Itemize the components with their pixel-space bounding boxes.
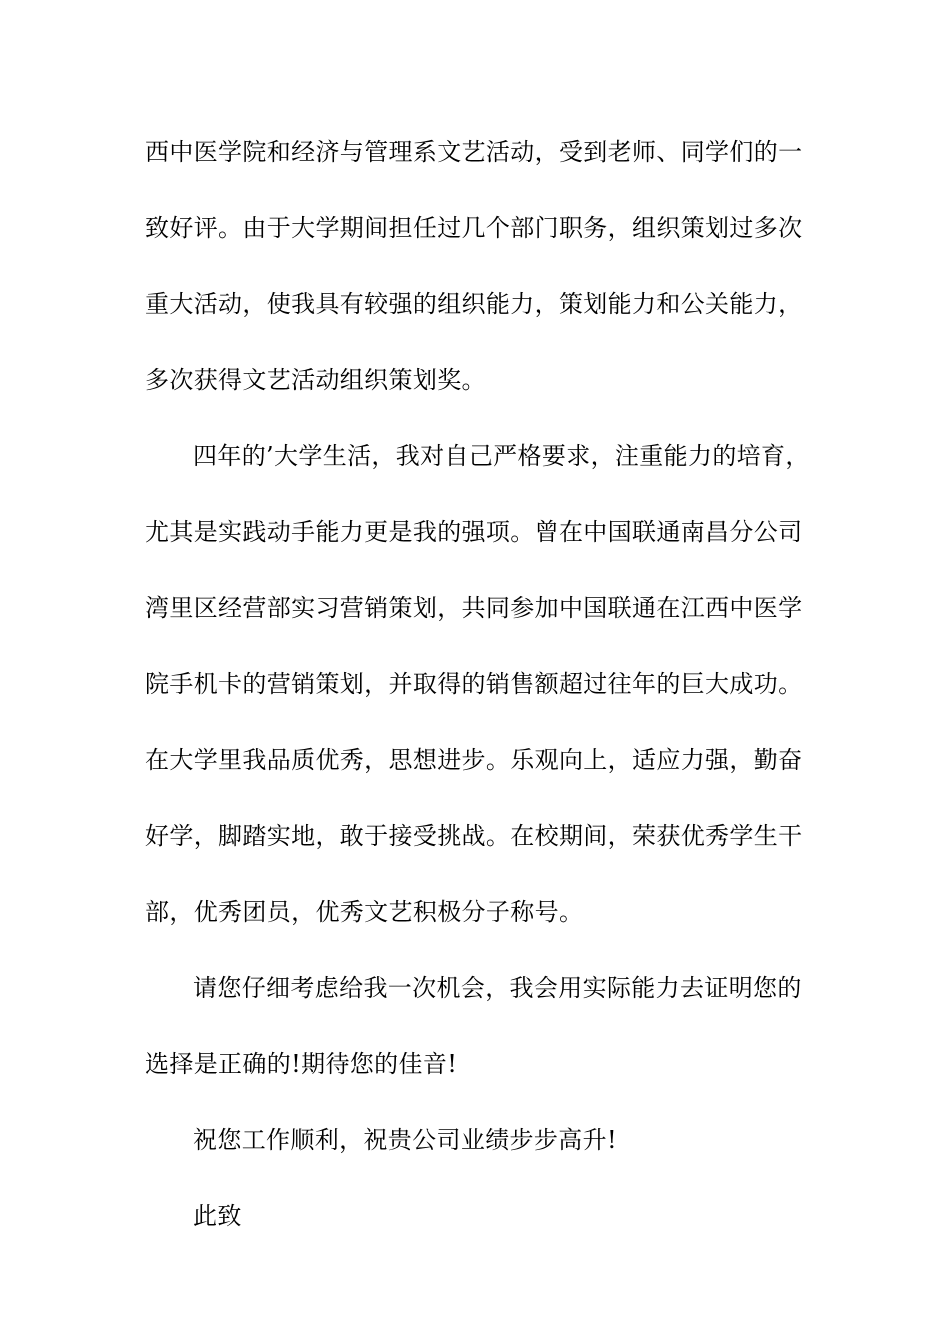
text-line: 祝您工作顺利，祝贵公司业绩步步高升!: [193, 1126, 617, 1154]
text-line: 选择是正确的!期待您的佳音!: [145, 1050, 458, 1078]
text-line: 在大学里我品质优秀，思想进步。乐观向上，适应力强，勤奋: [145, 746, 803, 774]
text-line: 此致: [193, 1202, 242, 1230]
text-line: 好学，脚踏实地，敢于接受挑战。在校期间，荣获优秀学生干: [145, 822, 803, 850]
text-line: 重大活动，使我具有较强的组织能力，策划能力和公关能力，: [145, 290, 803, 318]
text-line: 西中医学院和经济与管理系文艺活动，受到老师、同学们的一: [145, 138, 803, 166]
text-line: 请您仔细考虑给我一次机会，我会用实际能力去证明您的: [193, 974, 802, 1002]
text-line: 致好评。由于大学期间担任过几个部门职务，组织策划过多次: [145, 214, 803, 242]
text-line: 部，优秀团员，优秀文艺积极分子称号。: [145, 898, 584, 926]
letter-body: [145, 128, 810, 1268]
text-line: 尤其是实践动手能力更是我的强项。曾在中国联通南昌分公司: [145, 518, 803, 546]
text-line: 院手机卡的营销策划，并取得的销售额超过往年的巨大成功。: [145, 670, 803, 698]
text-line: 湾里区经营部实习营销策划，共同参加中国联通在江西中医学: [145, 594, 803, 622]
text-line: 多次获得文艺活动组织策划奖。: [145, 366, 486, 394]
text-line: 四年的’大学生活，我对自己严格要求，注重能力的培育，: [193, 442, 810, 470]
